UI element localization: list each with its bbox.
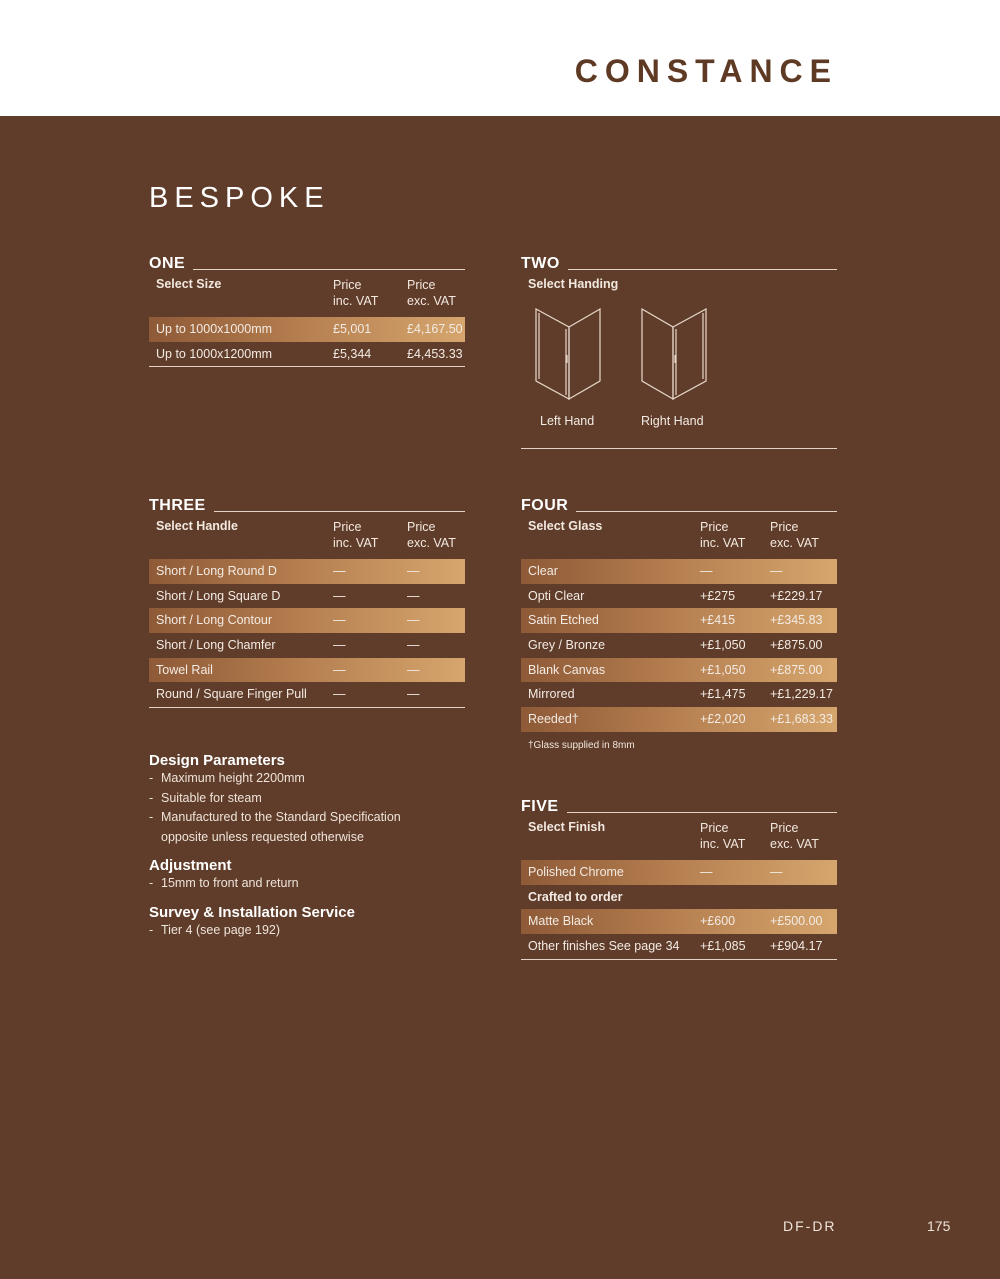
table-row[interactable]: Blank Canvas +£1,050 +£875.00 xyxy=(521,658,837,683)
table-row[interactable]: Satin Etched +£415 +£345.83 xyxy=(521,608,837,633)
page-number: 175 xyxy=(927,1218,951,1234)
content-panel xyxy=(0,116,1000,1279)
left-hand-door-icon[interactable] xyxy=(533,305,603,401)
divider xyxy=(149,707,465,708)
right-hand-label: Right Hand xyxy=(641,414,704,428)
section-label: TWO xyxy=(521,255,568,273)
brand-title: CONSTANCE xyxy=(574,53,838,89)
col-select: Select Finish xyxy=(528,820,606,834)
section-label: ONE xyxy=(149,255,193,273)
section-three xyxy=(149,497,465,708)
table-row[interactable]: Up to 1000x1000mm £5,001 £4,167.50 xyxy=(149,317,465,342)
design-title: Design Parameters xyxy=(149,752,285,769)
col-inc: Price inc. VAT xyxy=(333,520,379,550)
table-row[interactable]: Matte Black +£600 +£500.00 xyxy=(521,909,837,934)
param-item: - 15mm to front and return xyxy=(149,876,299,890)
table-row[interactable]: Opti Clear +£275 +£229.17 xyxy=(528,588,823,603)
col-select: Select Glass xyxy=(528,519,603,533)
col-exc: Price exc. VAT xyxy=(407,520,456,550)
table-header xyxy=(149,519,465,559)
divider xyxy=(521,812,837,813)
section-five xyxy=(521,798,837,960)
table-row[interactable]: Round / Square Finger Pull — — xyxy=(156,687,420,702)
subheading-row: Crafted to order xyxy=(528,889,623,904)
survey-title: Survey & Installation Service xyxy=(149,903,355,921)
right-hand-door-icon[interactable] xyxy=(639,305,709,401)
table-row[interactable]: Short / Long Square D — — xyxy=(156,588,420,603)
col-inc: Price inc. VAT xyxy=(700,821,746,851)
section-label: THREE xyxy=(149,497,214,515)
table-row[interactable]: Polished Chrome — — xyxy=(521,860,837,885)
section-one xyxy=(149,255,465,367)
footer-code: DF-DR xyxy=(783,1218,837,1234)
table-header xyxy=(149,277,465,317)
col-inc: Price inc. VAT xyxy=(700,520,746,550)
table-row[interactable]: Short / Long Chamfer — — xyxy=(156,638,420,653)
page-header xyxy=(0,0,1000,116)
table-row[interactable]: Other finishes See page 34 +£1,085 +£904.17 xyxy=(528,939,823,954)
divider xyxy=(521,448,837,449)
table-row[interactable]: Grey / Bronze +£1,050 +£875.00 xyxy=(528,638,823,653)
table-row[interactable]: Clear — — xyxy=(521,559,837,584)
param-item: opposite unless requested otherwise xyxy=(161,829,364,844)
param-item: - Maximum height 2200mm xyxy=(149,771,305,785)
col-exc: Price exc. VAT xyxy=(407,278,456,308)
table-row[interactable]: Up to 1000x1200mm £5,344 £4,453.33 xyxy=(156,346,463,361)
section-four xyxy=(521,497,837,732)
divider xyxy=(521,959,837,960)
table-row[interactable]: Mirrored +£1,475 +£1,229.17 xyxy=(528,687,833,702)
section-label: FOUR xyxy=(521,497,576,515)
table-header xyxy=(521,519,837,559)
glass-footnote: †Glass supplied in 8mm xyxy=(528,740,635,751)
table-header xyxy=(521,820,837,860)
table-row[interactable]: Reeded† +£2,020 +£1,683.33 xyxy=(521,707,837,732)
col-select: Select Size xyxy=(156,277,222,291)
divider xyxy=(521,269,837,270)
col-select: Select Handle xyxy=(156,519,238,533)
divider xyxy=(149,366,465,367)
table-row[interactable]: Short / Long Round D — — xyxy=(149,559,465,584)
page-title: BESPOKE xyxy=(149,182,330,214)
left-hand-label: Left Hand xyxy=(540,414,595,428)
param-item: - Manufactured to the Standard Specification xyxy=(149,810,401,824)
col-exc: Price exc. VAT xyxy=(770,520,819,550)
section-two xyxy=(521,255,837,449)
divider xyxy=(149,269,465,270)
col-exc: Price exc. VAT xyxy=(770,821,819,851)
design-parameters xyxy=(149,752,469,940)
handing-subtitle: Select Handing xyxy=(528,277,619,291)
param-item: - Suitable for steam xyxy=(149,790,262,805)
col-inc: Price inc. VAT xyxy=(333,278,379,308)
table-row[interactable]: Towel Rail — — xyxy=(149,658,465,683)
param-item: - Tier 4 (see page 192) xyxy=(149,922,281,937)
section-label: FIVE xyxy=(521,798,567,816)
table-row[interactable]: Short / Long Contour — — xyxy=(149,608,465,633)
adjust-title: Adjustment xyxy=(149,857,232,874)
